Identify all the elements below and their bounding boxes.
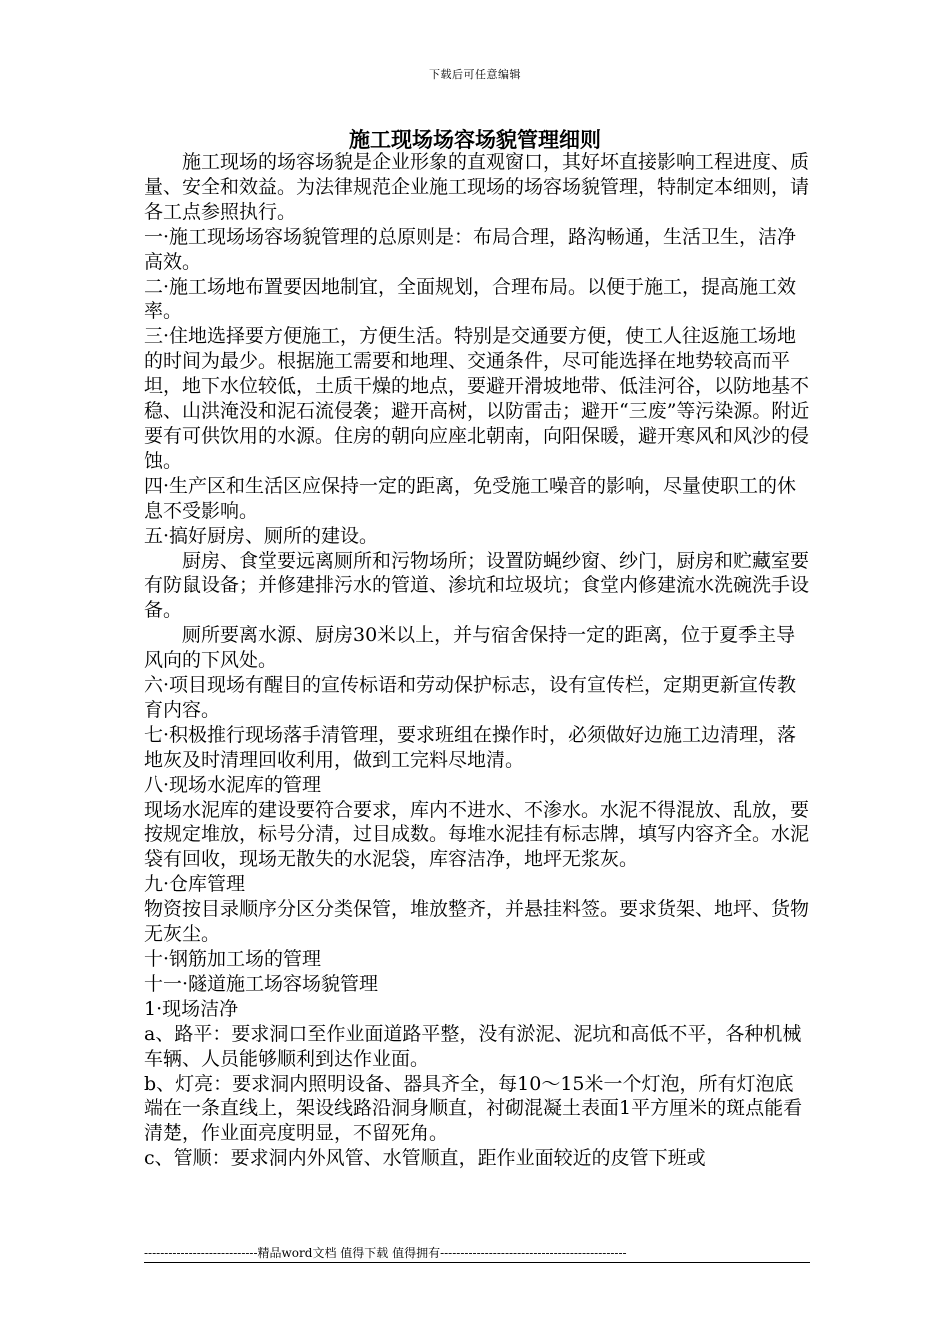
header-note: 下载后可任意编辑 [429,68,521,81]
footer-divider [144,1262,810,1263]
paragraph: 现场水泥库的建设要符合要求，库内不进水、不渗水。水泥不得混放、乱放，要按规定堆放，标号分清，过目成数。每堆水泥挂有标志牌，填写内容齐全。水泥袋有回收，现场无散失的水泥袋，库容洁净，地坪无浆灰。 [144,798,810,871]
paragraph: 厨房、食堂要远离厕所和污物场所；设置防蝇纱窗、纱门，厨房和贮藏室要有防鼠设备；并修建排污水的管道、渗坑和垃圾坑；食堂内修建流水洗碗洗手设备。 [144,549,810,622]
document-body [144,150,810,1171]
paragraph: 二·施工场地布置要因地制宜，全面规划，合理布局。以便于施工，提高施工效率。 [144,275,797,323]
paragraph: 八·现场水泥库的管理 [144,773,322,796]
paragraph: 九·仓库管理 [144,873,246,896]
paragraph: a、路平：要求洞口至作业面道路平整，没有淤泥、泥坑和高低不平，各种机械车辆、人员能够顺利到达作业面。 [144,1022,802,1070]
document-title: 施工现场场容场貌管理细则 [349,127,601,152]
paragraph: 七·积极推行现场落手清管理，要求班组在操作时，必须做好边施工边清理，落地灰及时清理回收利用，做到工完料尽地清。 [144,723,797,771]
paragraph: 六·项目现场有醒目的宣传标语和劳动保护标志，设有宣传栏，定期更新宣传教育内容。 [144,674,797,721]
paragraph: 十一·隧道施工场容场貌管理 [144,972,379,995]
paragraph: 施工现场的场容场貌是企业形象的直观窗口，其好坏直接影响工程进度、质量、安全和效益。为法律规范企业施工现场的场容场貌管理，特制定本细则，请各工点参照执行。 [144,151,810,223]
paragraph: 厕所要离水源、厨房30米以上，并与宿舍保持一定的距离，位于夏季主导风向的下风处。 [144,624,796,672]
paragraph: 三·住地选择要方便施工，方便生活。特别是交通要方便，使工人往返施工场地的时间为最少。根据施工需要和地理、交通条件，尽可能选择在地势较高而平坦，地下水位较低，土质干燥的地点，要避开滑坡地带、低洼河谷，以防地基不稳、山洪淹没和泥石流侵袭；避开高树，以防雷击；避开“三废”等污染源。附近要有可供饮用的水源。住房的朝向应座北朝南，向阳保暖，避开寒风和风沙的侵蚀。 [144,325,810,472]
paragraph: b、灯亮：要求洞内照明设备、器具齐全，每10～15米一个灯泡，所有灯泡底端在一条直线上，架设线路沿洞身顺直，衬砌混凝土表面1平方厘米的斑点能看清楚，作业面亮度明显，不留死角。 [144,1072,803,1145]
paragraph: 一·施工现场场容场貌管理的总原则是：布局合理，路沟畅通，生活卫生，洁净高效。 [144,225,797,273]
footer-note: ----------------------------精品word文档 值得下载 值得拥有---------------------------------------------- [144,1246,627,1260]
paragraph: 物资按目录顺序分区分类保管，堆放整齐，并悬挂料签。要求货架、地坪、货物无灰尘。 [144,898,810,946]
paragraph: 五·搞好厨房、厕所的建设。 [144,524,379,547]
paragraph: 十·钢筋加工场的管理 [144,948,322,970]
paragraph: c、管顺：要求洞内外风管、水管顺直，距作业面较近的皮管下班或 [144,1147,706,1170]
paragraph: 1·现场洁净 [144,997,239,1020]
paragraph: 四·生产区和生活区应保持一定的距离，免受施工噪音的影响，尽量使职工的休息不受影响。 [144,474,797,522]
